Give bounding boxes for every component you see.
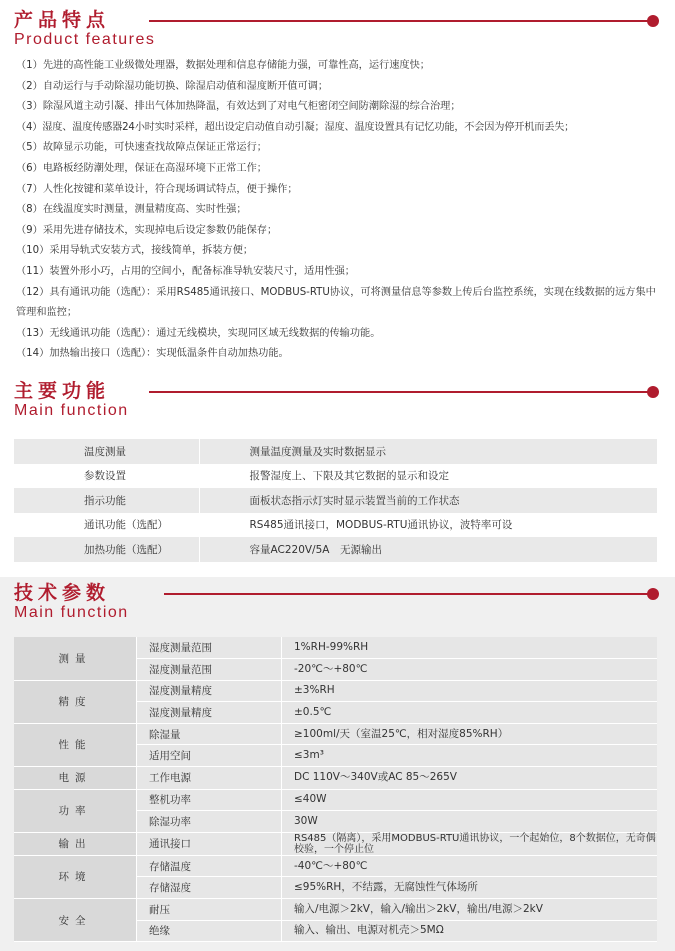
main-function-header xyxy=(14,381,659,420)
spec-value: 1%RH-99%RH xyxy=(282,637,658,659)
feature-item: （11）装置外形小巧，占用的空间小，配备标准导轨安装尺寸，适用性强； xyxy=(16,265,355,277)
spec-value: ≤3m³ xyxy=(282,745,658,767)
features-title-en: Product features xyxy=(14,31,156,48)
spec-category: 精度 xyxy=(14,680,137,723)
table-row xyxy=(14,637,657,659)
function-desc: 测量温度测量及实时数据显示 xyxy=(199,439,657,464)
feature-item: （10）采用导轨式安装方式，接线简单，拆装方便； xyxy=(16,245,254,257)
spec-divider-dot xyxy=(647,588,659,600)
features-title-cn: 产品特点 xyxy=(14,9,111,31)
main-function-title-cn: 主要功能 xyxy=(14,380,111,402)
function-desc: 容量AC220V/5A 无源输出 xyxy=(199,537,657,562)
spec-value: ≤95%RH，不结露，无腐蚀性气体场所 xyxy=(282,877,658,899)
spec-value: 输入、输出、电源对机壳＞5MΩ xyxy=(282,920,658,942)
table-row xyxy=(14,488,657,513)
table-row xyxy=(14,789,657,811)
feature-item: （12）具有通讯功能（选配）：采用RS485通讯接口、MODBUS-RTU协议，可将测量信息等参数上传后台监控系统，实现在线数据的远方集中管理和监控； xyxy=(16,286,656,319)
spec-param: 湿度测量精度 xyxy=(137,702,282,724)
feature-item: （2）自动运行与手动除湿功能切换、除湿启动值和湿度断开值可调； xyxy=(16,80,329,92)
spec-param: 绝缘 xyxy=(137,920,282,942)
main-function-divider-dot xyxy=(647,386,659,398)
feature-item: （3）除湿风道主动引凝、排出气体加热降温，有效达到了对电气柜密闭空间防潮除湿的综合治理； xyxy=(16,101,461,113)
feature-item: （1）先进的高性能工业级微处理器，数据处理和信息存储能力强，可靠性高，运行速度快； xyxy=(16,60,430,71)
table-row xyxy=(14,464,657,489)
feature-item: （4）湿度、温度传感器24小时实时采样，超出设定启动值自动引凝；湿度、温度设置具有记忆功能，不会因为停开机而丢失； xyxy=(16,121,575,133)
spec-param: 存储温度 xyxy=(137,855,282,877)
spec-param: 耐压 xyxy=(137,899,282,921)
table-row xyxy=(14,767,657,790)
spec-value: ±0.5℃ xyxy=(282,702,658,724)
spec-category: 测量 xyxy=(14,637,137,680)
spec-param: 除湿量 xyxy=(137,723,282,745)
function-name: 参数设置 xyxy=(14,464,199,489)
main-function-title-en: Main function xyxy=(14,402,129,419)
table-row xyxy=(14,439,657,464)
table-row xyxy=(14,899,657,921)
spec-value: RS485（隔离），采用MODBUS-RTU通讯协议，一个起始位，8个数据位，无奇偶校验，一个停止位 xyxy=(282,832,658,855)
table-row xyxy=(14,832,657,855)
spec-title-cn: 技术参数 xyxy=(14,582,111,604)
spec-category: 性能 xyxy=(14,723,137,766)
spec-param: 工作电源 xyxy=(137,767,282,790)
feature-item: （6）电路板经防潮处理，保证在高湿环境下正常工作； xyxy=(16,162,267,174)
spec-param: 整机功率 xyxy=(137,789,282,811)
spec-value: ≤40W xyxy=(282,789,658,811)
spec-value: -40℃～+80℃ xyxy=(282,855,658,877)
spec-value: -20℃～+80℃ xyxy=(282,659,658,681)
function-name: 加热功能（选配） xyxy=(14,537,199,562)
spec-value: ≥100ml/天（室温25℃，相对湿度85%RH） xyxy=(282,723,658,745)
spec-category: 安全 xyxy=(14,899,137,942)
function-name: 通讯功能（选配） xyxy=(14,513,199,538)
spec-param: 存储湿度 xyxy=(137,877,282,899)
spec-param: 湿度测量精度 xyxy=(137,680,282,702)
spec-category: 环境 xyxy=(14,855,137,898)
feature-item: （14）加热输出接口（选配）：实现低温条件自动加热功能。 xyxy=(16,348,289,360)
spec-category: 功率 xyxy=(14,789,137,832)
table-row xyxy=(14,537,657,562)
features-header xyxy=(14,10,659,49)
feature-item: （5）故障显示功能，可快速查找故障点保证正常运行； xyxy=(16,142,267,154)
function-desc: 面板状态指示灯实时显示装置当前的工作状态 xyxy=(199,488,657,513)
function-name: 温度测量 xyxy=(14,439,199,464)
spec-param: 湿度测量范围 xyxy=(137,637,282,659)
feature-item: （7）人性化按键和菜单设计，符合现场调试特点，便于操作； xyxy=(16,183,298,195)
spec-param: 湿度测量范围 xyxy=(137,659,282,681)
spec-param: 通讯接口 xyxy=(137,832,282,855)
spec-category: 电源 xyxy=(14,767,137,790)
feature-item: （9）采用先进存储技术，实现掉电后设定参数仍能保存； xyxy=(16,224,278,236)
table-row xyxy=(14,513,657,538)
spec-divider xyxy=(164,593,649,595)
table-row xyxy=(14,855,657,877)
table-row xyxy=(14,680,657,702)
spec-param: 除湿功率 xyxy=(137,811,282,833)
spec-table xyxy=(14,637,657,942)
table-row xyxy=(14,723,657,745)
spec-value: 输入/电源＞2kV，输入/输出＞2kV，输出/电源＞2kV xyxy=(282,899,658,921)
spec-category: 输出 xyxy=(14,832,137,855)
feature-item: （13）无线通讯功能（选配）：通过无线模块，实现同区域无线数据的传输功能。 xyxy=(16,327,381,339)
spec-title-en: Main function xyxy=(14,604,129,621)
features-list xyxy=(16,56,664,365)
main-function-divider xyxy=(149,391,649,393)
features-divider-dot xyxy=(647,15,659,27)
spec-value: DC 110V～340V或AC 85～265V xyxy=(282,767,658,790)
features-divider xyxy=(149,20,649,22)
spec-param: 适用空间 xyxy=(137,745,282,767)
spec-header xyxy=(14,583,659,622)
main-function-table xyxy=(14,439,657,562)
spec-value: 30W xyxy=(282,811,658,833)
function-desc: 报警湿度上、下限及其它数据的显示和设定 xyxy=(199,464,657,489)
function-desc: RS485通讯接口，MODBUS-RTU通讯协议，波特率可设 xyxy=(199,513,657,538)
spec-value: ±3%RH xyxy=(282,680,658,702)
feature-item: （8）在线温度实时测量，测量精度高、实时性强； xyxy=(16,204,247,216)
function-name: 指示功能 xyxy=(14,488,199,513)
